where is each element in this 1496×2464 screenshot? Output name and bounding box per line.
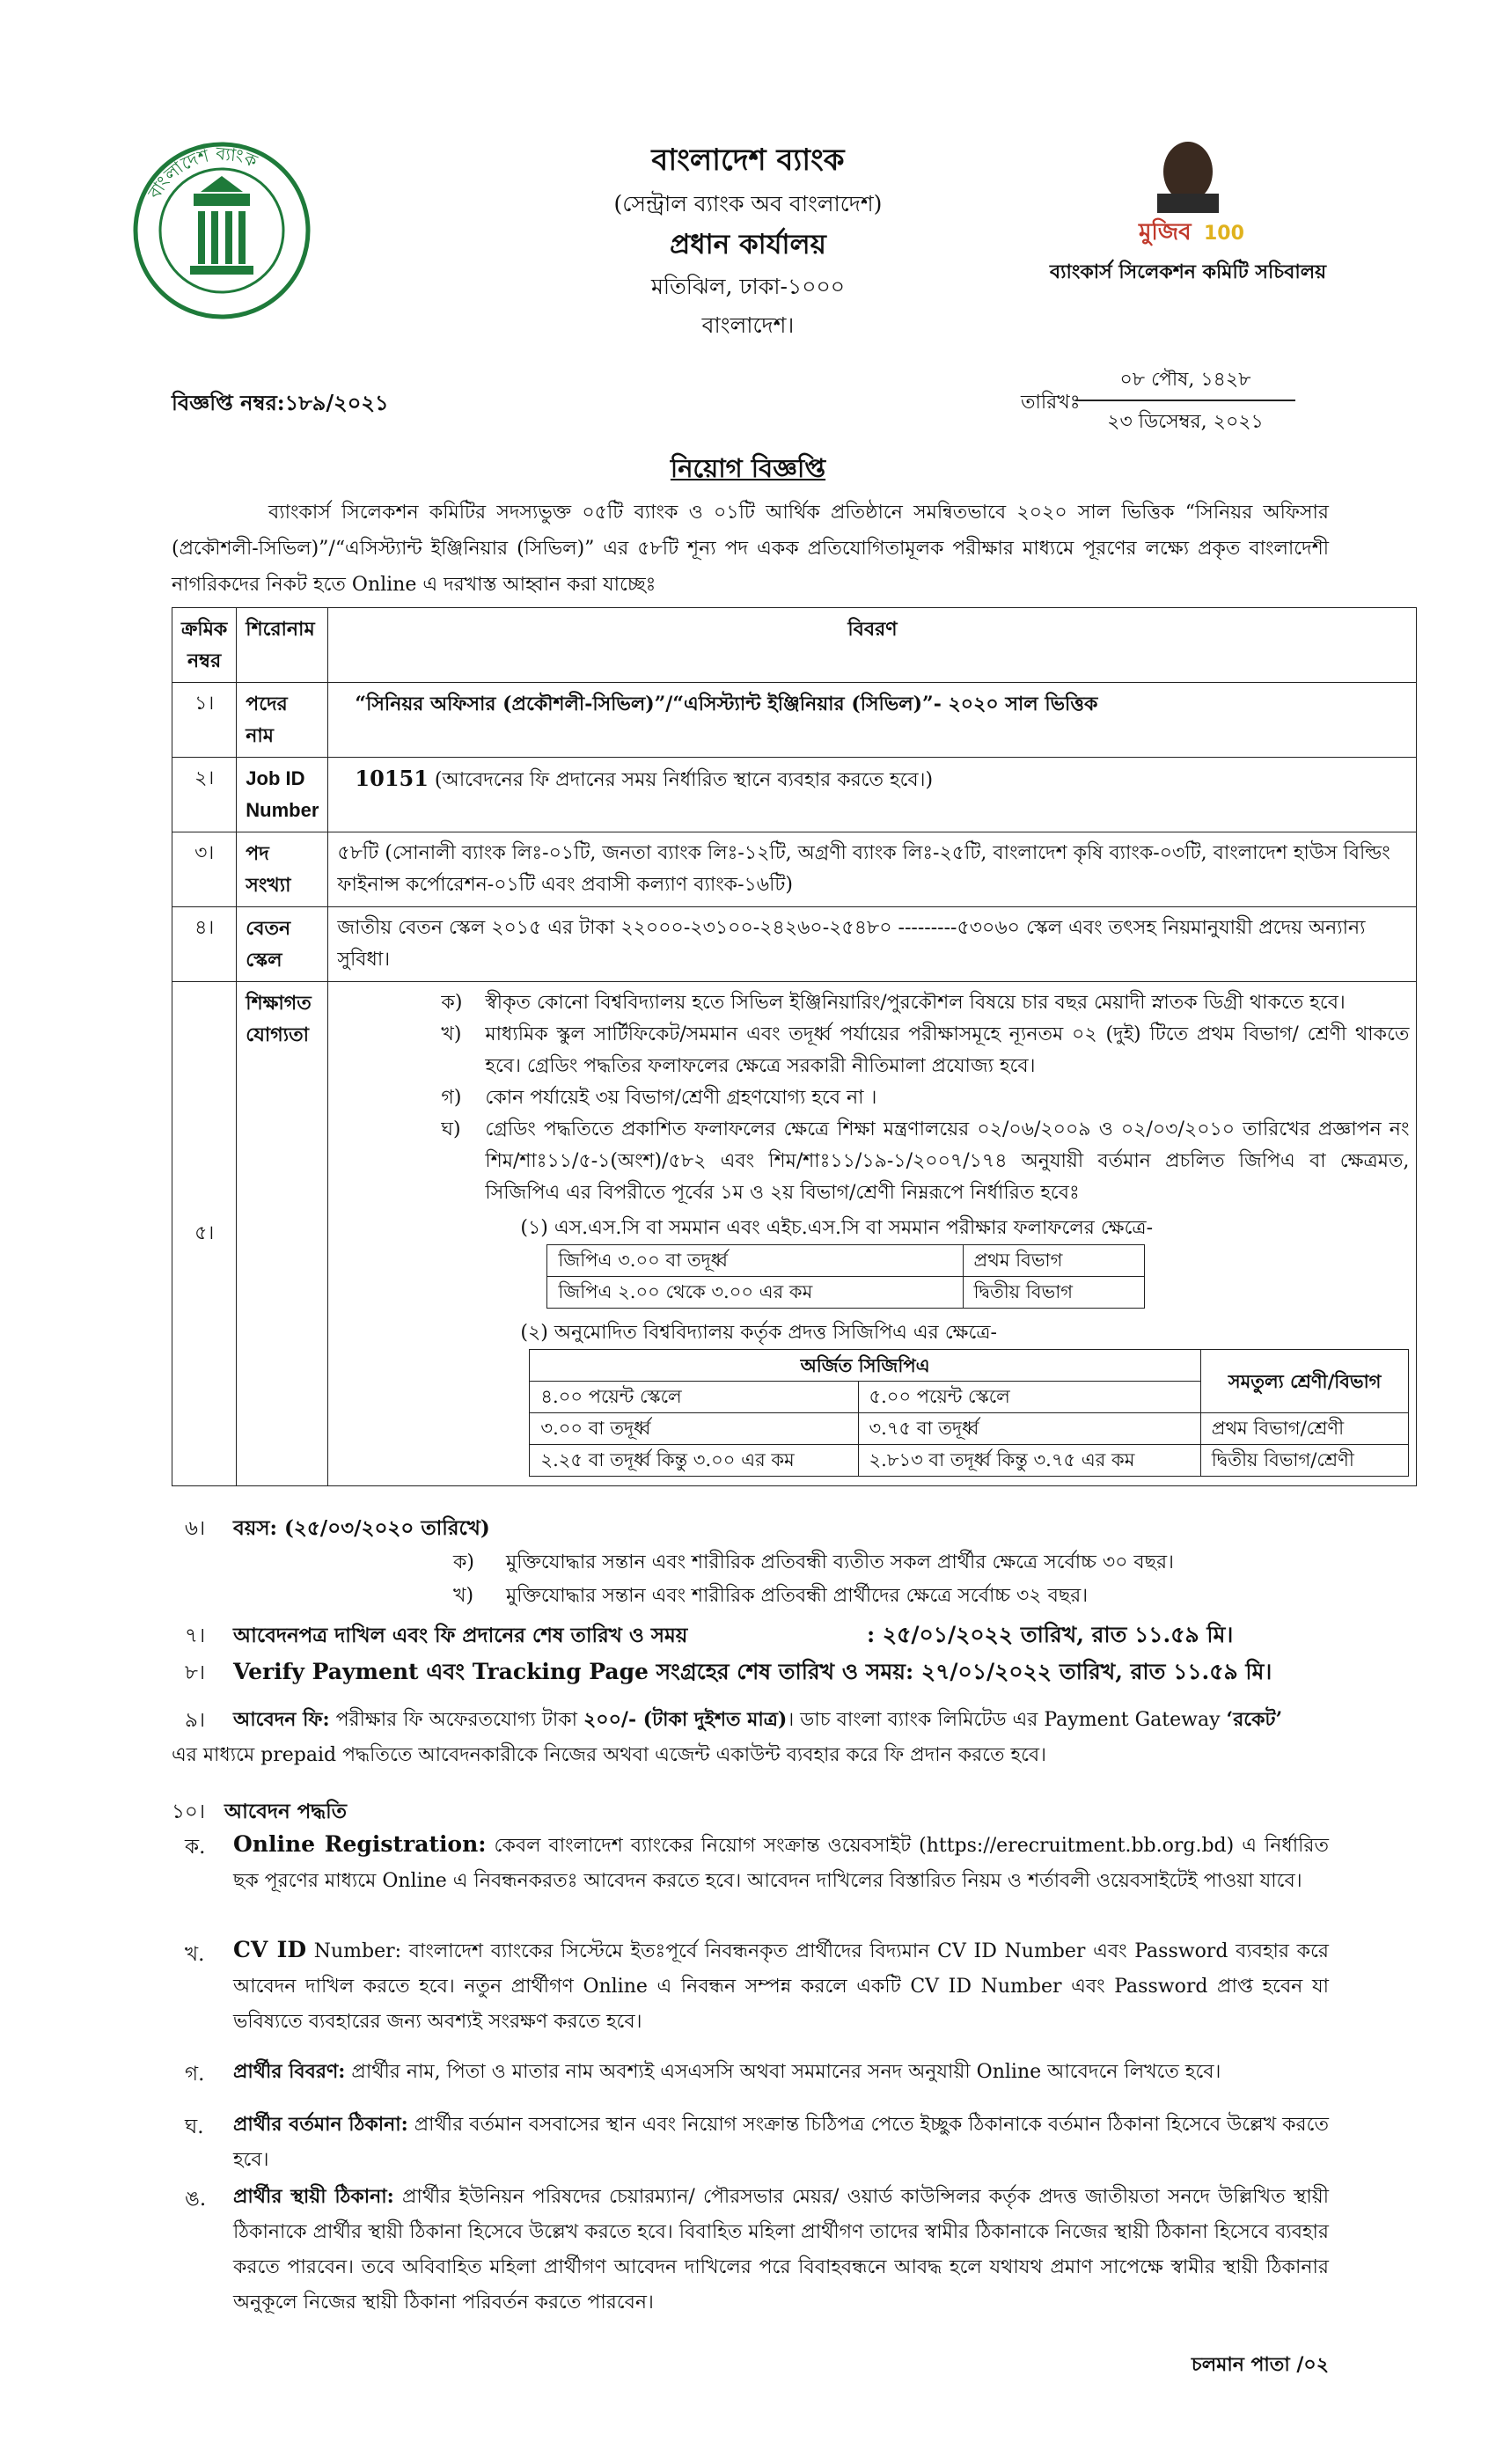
method-b-text xyxy=(233,1932,1329,2040)
row-serial: ৩। xyxy=(172,832,237,907)
edu-mark: ক) xyxy=(441,992,463,1014)
fee-label: আবেদন ফি: xyxy=(233,1708,330,1731)
cgpa-table xyxy=(529,1349,1409,1477)
equivalent-header: সমতুল্য শ্রেণী/বিভাগ xyxy=(1200,1350,1409,1413)
svg-text:100: 100 xyxy=(1204,223,1244,245)
age-b-text: মুক্তিযোদ্ধার সন্তান এবং শারীরিক প্রতিবন্ধী প্রার্থীদের ক্ষেত্রে সর্বোচ্চ ৩২ বছর। xyxy=(506,1585,1089,1607)
method-d-mark: ঘ. xyxy=(185,2116,204,2138)
table-header-row xyxy=(530,1350,1409,1382)
fee-number: ৯। xyxy=(185,1709,206,1732)
cgpa-header: অর্জিত সিজিপিএ xyxy=(530,1350,1200,1382)
deadline-number: ৭। xyxy=(185,1624,206,1647)
age-b-mark: খ) xyxy=(453,1585,474,1607)
edu-item xyxy=(441,1114,1409,1209)
row-label: বেতন স্কেল xyxy=(237,907,328,982)
method-a-text xyxy=(233,1827,1329,1899)
verify-text: Verify Payment এবং Tracking Page সংগ্রহের শেষ তারিখ ও সময়: ২৭/০১/২০২২ তারিখ, রাত ১১.৫৯ মি। xyxy=(233,1659,1272,1684)
table-row xyxy=(172,683,1417,758)
deadline-value: : ২৫/০১/২০২২ তারিখ, রাত ১১.৫৯ মি। xyxy=(867,1622,1234,1647)
table-header-row xyxy=(172,608,1417,683)
table-row xyxy=(547,1245,1145,1277)
scale-4: ৩.০০ বা তদূর্ধ্ব xyxy=(530,1413,858,1445)
row-serial: ৪। xyxy=(172,907,237,982)
edu-mark: খ) xyxy=(441,1023,462,1045)
edu-mark: গ) xyxy=(441,1087,462,1109)
svg-text:বাংলাদেশ ব্যাংক: বাংলাদেশ ব্যাংক xyxy=(143,142,260,203)
age-number: ৬। xyxy=(185,1517,206,1540)
age-a-mark: ক) xyxy=(453,1551,474,1573)
method-a-body: কেবল বাংলাদেশ ব্যাংকের নিয়োগ সংক্রান্ত ওয়েবসাইট (https://erecruitment.bb.org.bd) এ নির্ধারিত ছক পূরণের মাধ্যমে Online এ নিবন্ধনকরতঃ আবেদন করতে হবে। আবেদন দাখিলের বিস্তারিত নিয়ম ও শর্তাবলী ওয়েবসাইটেই পাওয়া যাবে। xyxy=(233,1835,1329,1892)
division: প্রথম বিভাগ xyxy=(963,1245,1145,1277)
table-row xyxy=(172,832,1417,907)
org-name: বাংলাদেশ ব্যাংক xyxy=(651,143,845,178)
deadline-label: আবেদনপত্র দাখিল এবং ফি প্রদানের শেষ তারিখ ও সময় xyxy=(233,1624,688,1647)
method-a-label: Online Registration: xyxy=(233,1831,487,1857)
office-address: মতিঝিল, ঢাকা-১০০০ xyxy=(651,274,845,299)
fee-text: পরীক্ষার ফি অফেরতযোগ্য টাকা xyxy=(335,1709,577,1731)
fee-paragraph-continued: এর মাধ্যমে prepaid পদ্ধতিতে আবেদনকারীকে নিজের অথবা এজেন্ট একাউন্ট ব্যবহার করে ফি প্রদান করতে হবে। xyxy=(172,1744,1047,1766)
division: দ্বিতীয় বিভাগ/শ্রেণী xyxy=(1200,1445,1409,1477)
job-details-table xyxy=(172,607,1417,1486)
secretariat-name: ব্যাংকার্স সিলেকশন কমিটি সচিবালয় xyxy=(1049,260,1327,283)
svg-text:মুজিব: মুজিব xyxy=(1139,219,1192,246)
date-english: ২৩ ডিসেম্বর, ২০২১ xyxy=(1107,411,1264,433)
method-c-label: প্রার্থীর বিবরণ: xyxy=(233,2060,346,2083)
age-a-text: মুক্তিযোদ্ধার সন্তান এবং শারীরিক প্রতিবন্ধী ব্যতীত সকল প্রার্থীর ক্ষেত্রে সর্বোচ্চ ৩০ বছর। xyxy=(506,1551,1174,1573)
edu-item xyxy=(441,1019,1409,1082)
education-cell xyxy=(328,982,1417,1486)
job-id-note: (আবেদনের ফি প্রদানের সময় নির্ধারিত স্থানে ব্যবহার করতে হবে।) xyxy=(434,769,934,791)
row-serial: ৫। xyxy=(172,982,237,1486)
method-b-body: Number: বাংলাদেশ ব্যাংকের সিস্টেমে ইতঃপূর্বে নিবন্ধনকৃত প্রার্থীদের বিদ্যমান CV ID Number এবং Password ব্যবহার করে আবেদন দাখিল করতে হবে। নতুন প্রার্থীগণ Online এ নিবন্ধন সম্পন্ন করলে একটি CV ID Number এবং Password প্রাপ্ত হবেন যা ভবিষ্যতে ব্যবহারের জন্য অবশ্যই সংরক্ষণ করতে হবে। xyxy=(233,1940,1330,2033)
method-d-label: প্রার্থীর বর্তমান ঠিকানা: xyxy=(233,2113,408,2136)
post-name: “সিনিয়র অফিসার (প্রকৌশলী-সিভিল)”/“এসিস্ট্যান্ট ইঞ্জিনিয়ার (সিভিল)”- ২০২০ সাল ভিত্তিক xyxy=(328,683,1417,758)
table-row xyxy=(172,982,1417,1486)
age-label: বয়স: (২৫/০৩/২০২০ তারিখে) xyxy=(233,1516,490,1540)
gpa-range: জিপিএ ২.০০ থেকে ৩.০০ এর কম xyxy=(547,1277,963,1309)
ssc-heading: (১) এস.এস.সি বা সমমান এবং এইচ.এস.সি বা সমমান পরীক্ষার ফলাফলের ক্ষেত্রে- xyxy=(520,1217,1154,1239)
table-row xyxy=(172,758,1417,832)
header-detail: বিবরণ xyxy=(328,608,1417,683)
gpa-range: জিপিএ ৩.০০ বা তদূর্ধ্ব xyxy=(547,1245,963,1277)
method-e-text xyxy=(233,2179,1329,2321)
org-subtitle: (সেন্ট্রাল ব্যাংক অব বাংলাদেশ) xyxy=(613,191,883,216)
office-country: বাংলাদেশ। xyxy=(701,312,795,338)
edu-text: গ্রেডিং পদ্ধতিতে প্রকাশিত ফলাফলের ক্ষেত্রে শিক্ষা মন্ত্রণালয়ের ০২/০৬/২০০৯ ও ০২/০৩/২০১০ তারিখের প্রজ্ঞাপন নং শিম/শাঃ১১/৫-১(অংশ)/৫৮২ এবং শিম/শাঃ১১/১৯-১/২০০৭/১৭৪ অনুযায়ী বর্তমান প্রচলিত জিপিএ বা ক্ষেত্রমত, সিজিপিএ এর বিপরীতে পূর্বের ১ম ও ২য় বিভাগ/শ্রেণী নিম্নরূপে নির্ধারিত হবেঃ xyxy=(485,1118,1410,1204)
vacancy-count: ৫৮টি (সোনালী ব্যাংক লিঃ-০১টি, জনতা ব্যাংক লিঃ-১২টি, অগ্রণী ব্যাংক লিঃ-২৫টি, বাংলাদেশ কৃষি ব্যাংক-০৩টি, বাংলাদেশ হাউস বিল্ডিং ফাইনান্স কর্পোরেশন-০১টি এবং প্রবাসী কল্যাণ ব্যাংক-১৬টি) xyxy=(328,832,1417,907)
method-e-body: প্রার্থীর ইউনিয়ন পরিষদের চেয়ারম্যান/ পৌরসভার মেয়র/ ওয়ার্ড কাউন্সিলর কর্তৃক প্রদত্ত জাতীয়তা সনদে উল্লিখিত স্থায়ী ঠিকানাকে প্রার্থীর স্থায়ী ঠিকানা হিসেবে উল্লেখ করতে হবে। বিবাহিত মহিলা প্রার্থীগণ তাদের স্বামীর ঠিকানাকে নিজের স্থায়ী ঠিকানা হিসেবে ব্যবহার করতে পারবেন। তবে অবিবাহিত মহিলা প্রার্থীগণ আবেদন দাখিলের পরে বিবাহবন্ধনে আবদ্ধ হলে যথাযথ প্রমাণ সাপেক্ষে স্বামীর স্থায়ী ঠিকানার অনুকূলে নিজের স্থায়ী ঠিকানা পরিবর্তন করতে পারবেন। xyxy=(233,2186,1329,2314)
rocket-label: ‘রকেট’ xyxy=(1226,1708,1283,1731)
bangladesh-bank-logo xyxy=(132,141,312,321)
table-row xyxy=(172,907,1417,982)
date-label: তারিখঃ xyxy=(1021,392,1081,414)
method-c-text xyxy=(233,2054,1329,2090)
cgpa-heading: (২) অনুমোদিত বিশ্ববিদ্যালয় কর্তৃক প্রদত্ত সিজিপিএ এর ক্ষেত্রে- xyxy=(520,1322,997,1344)
row-label: Job ID Number xyxy=(237,758,328,832)
job-id-value: 10151 xyxy=(355,766,429,791)
fee-amount: ২০০/- (টাকা দুইশত মাত্র) xyxy=(583,1708,788,1731)
row-label: শিক্ষাগত যোগ্যতা xyxy=(237,982,328,1486)
ssc-gpa-table xyxy=(546,1244,1145,1309)
table-row xyxy=(530,1413,1409,1445)
intro-paragraph: ব্যাংকার্স সিলেকশন কমিটির সদস্যভুক্ত ০৫টি ব্যাংক ও ০১টি আর্থিক প্রতিষ্ঠানে সমন্বিতভাবে ২০২০ সাল ভিত্তিক “সিনিয়র অফিসার (প্রকৌশলী-সিভিল)”/“এসিস্ট্যান্ট ইঞ্জিনিয়ার (সিভিল)” এর ৫৮টি শূন্য পদ একক প্রতিযোগিতামূলক পরীক্ষার মাধ্যমে পূরণের লক্ষ্যে প্রকৃত বাংলাদেশী নাগরিকদের নিকট হতে Online এ দরখাস্ত আহ্বান করা যাচ্ছেঃ xyxy=(172,502,1329,596)
header-serial: ক্রমিক নম্বর xyxy=(172,608,237,683)
fee-text: । ডাচ বাংলা ব্যাংক লিমিটেড এর Payment Gateway xyxy=(787,1709,1221,1731)
row-label: পদ সংখ্যা xyxy=(237,832,328,907)
method-e-mark: ঙ. xyxy=(185,2188,207,2211)
mujib-100-logo xyxy=(1118,132,1250,251)
method-c-mark: গ. xyxy=(185,2063,205,2086)
date-divider xyxy=(1075,400,1295,401)
method-label: আবেদন পদ্ধতি xyxy=(224,1800,348,1823)
edu-text: স্বীকৃত কোনো বিশ্ববিদ্যালয় হতে সিভিল ইঞ্জিনিয়ারিং/পুরকৌশল বিষয়ে চার বছর মেয়াদী স্নাতক ডিগ্রী থাকতে হবে। xyxy=(485,992,1346,1014)
date-bengali: ০৮ পৌষ, ১৪২৮ xyxy=(1119,369,1251,391)
pay-scale: জাতীয় বেতন স্কেল ২০১৫ এর টাকা ২২০০০-২৩১০০-২৪২৬০-২৫৪৮০ ---------৫৩০৬০ স্কেল এবং তৎসহ নিয়মানুযায়ী প্রদেয় অন্যান্য সুবিধা। xyxy=(328,907,1417,982)
notice-number: বিজ্ঞপ্তি নম্বর:১৮৯/২০২১ xyxy=(172,390,389,415)
scale-4: ৪.০০ পয়েন্ট স্কেলে xyxy=(530,1382,858,1413)
table-row xyxy=(547,1277,1145,1309)
row-serial: ১। xyxy=(172,683,237,758)
office-name: প্রধান কার্যালয় xyxy=(670,229,826,260)
scale-4: ২.২৫ বা তদূর্ধ্ব কিন্তু ৩.০০ এর কম xyxy=(530,1445,858,1477)
scale-5: ৩.৭৫ বা তদূর্ধ্ব xyxy=(858,1413,1200,1445)
row-serial: ২। xyxy=(172,758,237,832)
edu-item xyxy=(441,1082,1409,1114)
method-d-text xyxy=(233,2107,1329,2178)
method-c-body: প্রার্থীর নাম, পিতা ও মাতার নাম অবশ্যই এসএসসি অথবা সমমানের সনদ অনুযায়ী Online আবেদনে লিখতে হবে। xyxy=(351,2061,1221,2083)
edu-text: কোন পর্যায়েই ৩য় বিভাগ/শ্রেণী গ্রহণযোগ্য হবে না । xyxy=(485,1087,877,1109)
division: প্রথম বিভাগ/শ্রেণী xyxy=(1200,1413,1409,1445)
scale-5: ৫.০০ পয়েন্ট স্কেলে xyxy=(858,1382,1200,1413)
fee-paragraph xyxy=(233,1702,1329,1738)
row-label: পদের নাম xyxy=(237,683,328,758)
edu-mark: ঘ) xyxy=(441,1118,461,1140)
method-d-body: প্রার্থীর বর্তমান বসবাসের স্থান এবং নিয়োগ সংক্রান্ত চিঠিপত্র পেতে ইচ্ছুক ঠিকানাকে বর্তমান ঠিকানা হিসেবে উল্লেখ করতে হবে। xyxy=(233,2114,1329,2171)
method-b-label: CV ID xyxy=(233,1937,307,1962)
method-b-mark: খ. xyxy=(185,1943,205,1966)
job-id-cell xyxy=(328,758,1417,832)
method-number: ১০। xyxy=(172,1800,206,1823)
scale-5: ২.৮১৩ বা তদূর্ধ্ব কিন্তু ৩.৭৫ এর কম xyxy=(858,1445,1200,1477)
continued-page-note: চলমান পাতা /০২ xyxy=(1191,2353,1329,2376)
edu-item xyxy=(441,987,1409,1019)
edu-text: মাধ্যমিক স্কুল সার্টিফিকেট/সমমান এবং তদূর্ধ্ব পর্যায়ের পরীক্ষাসমূহে ন্যূনতম ০২ (দুই) টিতে প্রথম বিভাগ/ শ্রেণী থাকতে হবে। গ্রেডিং পদ্ধতির ফলাফলের ক্ষেত্রে সরকারী নীতিমালা প্রযোজ্য হবে। xyxy=(485,1023,1410,1077)
method-e-label: প্রার্থীর স্থায়ী ঠিকানা: xyxy=(233,2185,394,2208)
notice-title: নিয়োগ বিজ্ঞপ্তি xyxy=(670,453,826,483)
table-row xyxy=(530,1445,1409,1477)
header-title: শিরোনাম xyxy=(237,608,328,683)
method-a-mark: ক. xyxy=(185,1836,206,1859)
division: দ্বিতীয় বিভাগ xyxy=(963,1277,1145,1309)
verify-number: ৮। xyxy=(185,1661,206,1684)
